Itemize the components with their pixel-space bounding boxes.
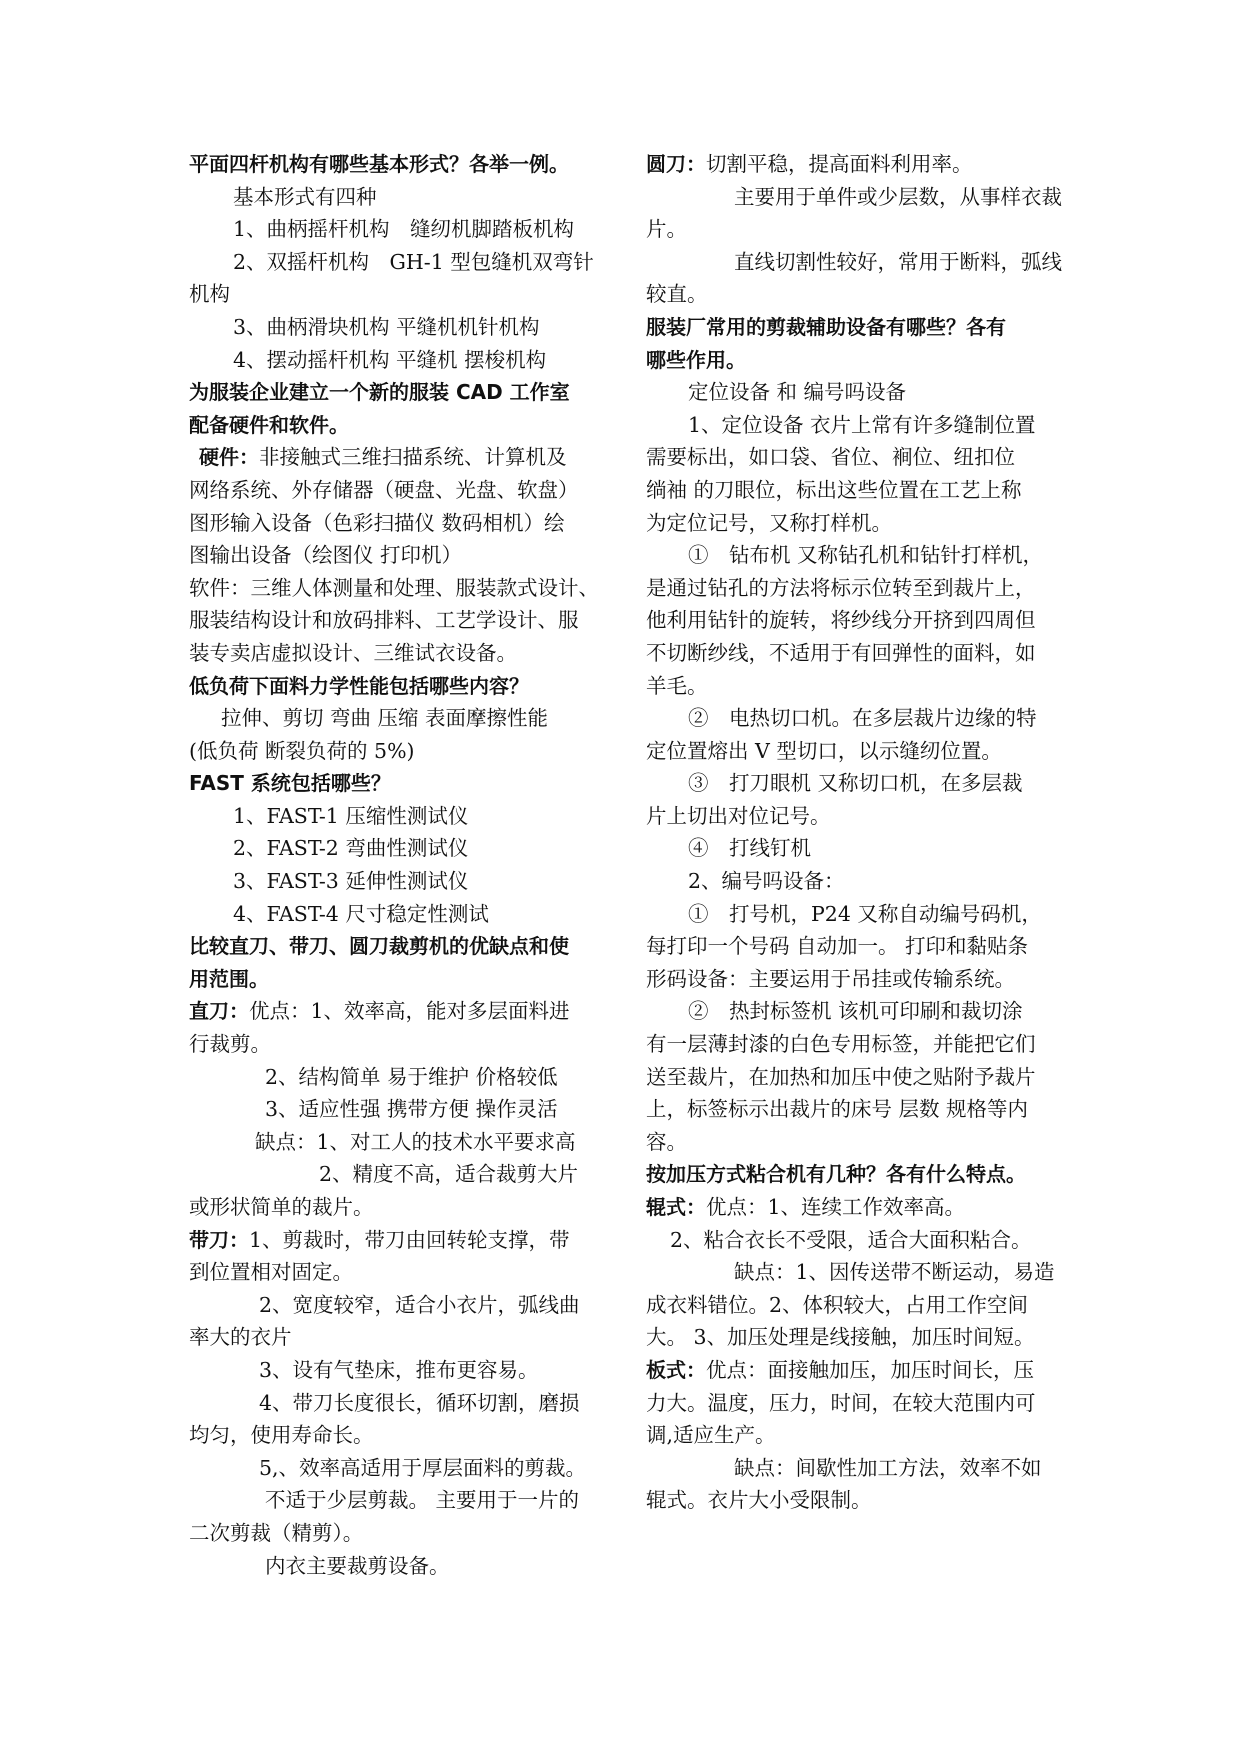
text-line: 或形状简单的裁片。 [189, 1195, 374, 1219]
text-line: 图输出设备（绘图仪 打印机） [189, 543, 463, 568]
text-line: 片上切出对位记号。 [646, 803, 831, 828]
text-line: 调,适应生产。 [646, 1423, 776, 1448]
text-line: 送至裁片，在加热和加压中使之贴附予裁片 [646, 1064, 1036, 1089]
text-line: 装专卖店虚拟设计、三维试衣设备。 [189, 640, 517, 665]
text-line [189, 1224, 609, 1257]
text-line: 辊式。衣片大小受限制。 [646, 1488, 872, 1513]
text-line: 形码设备：主要运用于吊挂或传输系统。 [646, 966, 1015, 991]
text-line: 为定位记号，又称打样机。 [646, 510, 892, 535]
text-line: 有一层薄封漆的白色专用标签，并能把它们 [646, 1032, 1036, 1057]
text-line: 定位设备 和 编号吗设备 [688, 380, 907, 405]
line-rest: 优点：面接触加压，加压时间长，压 [706, 1357, 1034, 1382]
text-line: 4、摆动摇杆机构 平缝机 摆梭机构 [233, 347, 547, 372]
text-line: 1、定位设备 衣片上常有许多缝制位置 [688, 412, 1036, 437]
text-line: ① 打号机，P24 又称自动编号码机， [688, 901, 1042, 926]
text-line: 2、结构简单 易于维护 价格较低 [265, 1064, 558, 1089]
text-line: 绱袖 的刀眼位，标出这些位置在工艺上称 [646, 477, 1022, 502]
text-line: ③ 打刀眼机 又称切口机，在多层裁 [688, 771, 1023, 796]
text-line [646, 1191, 1066, 1224]
text-line: ② 热封标签机 该机可印刷和裁切涂 [688, 999, 1023, 1024]
line-rest: 非接触式三维扫描系统、计算机及 [259, 445, 567, 470]
text-line: 二次剪裁（精剪）。 [189, 1520, 364, 1545]
text-line: 1、FAST-1 压缩性测试仪 [233, 803, 469, 828]
text-line: 拉伸、剪切 弯曲 压缩 表面摩擦性能 [221, 706, 549, 731]
heading-line: 用范围。 [189, 966, 269, 991]
text-line: 他利用钻针的旋转，将纱线分开挤到四周但 [646, 608, 1036, 633]
bold-term: 带刀： [189, 1227, 249, 1252]
right-column [646, 148, 1066, 1517]
text-line [646, 148, 1066, 181]
text-line: 片。 [646, 217, 687, 242]
text-line: 缺点：1、对工人的技术水平要求高 [255, 1129, 576, 1154]
text-line: 较直。 [646, 282, 708, 307]
text-line: 3、适应性强 携带方便 操作灵活 [265, 1097, 558, 1122]
text-line: 网络系统、外存储器（硬盘、光盘、软盘） [189, 477, 579, 502]
text-line: 不切断纱线，不适用于有回弹性的面料，如 [646, 640, 1036, 665]
text-line: 机构 [189, 282, 230, 307]
bold-term: 硬件： [199, 445, 259, 470]
heading-line: 平面四杆机构有哪些基本形式？各举一例。 [189, 152, 569, 176]
text-line: 主要用于单件或少层数，从事样衣裁 [734, 184, 1062, 209]
text-line: ④ 打线钉机 [688, 836, 811, 861]
text-line: 基本形式有四种 [233, 184, 377, 209]
heading-line: 比较直刀、带刀、圆刀裁剪机的优缺点和使 [189, 934, 569, 959]
text-line: 到位置相对固定。 [189, 1260, 353, 1285]
text-line: 需要标出，如口袋、省位、裥位、纽扣位 [646, 445, 1015, 470]
text-line: ② 电热切口机。在多层裁片边缘的特 [688, 706, 1037, 731]
heading-line: 为服装企业建立一个新的服装 CAD 工作室 [189, 380, 570, 405]
bold-term: 直刀： [189, 999, 249, 1024]
text-line: 羊毛。 [646, 673, 708, 698]
bold-term: 辊式： [646, 1195, 706, 1219]
text-line: 内衣主要裁剪设备。 [265, 1553, 450, 1578]
text-line: 服装结构设计和放码排料、工艺学设计、服 [189, 608, 579, 633]
line-rest: 1、剪裁时，带刀由回转轮支撑，带 [249, 1227, 570, 1252]
text-line [189, 441, 609, 474]
text-line: 4、FAST-4 尺寸稳定性测试 [233, 901, 489, 926]
line-rest: 切割平稳，提高面料利用率。 [706, 152, 973, 176]
heading-line: FAST 系统包括哪些？ [189, 771, 391, 796]
text-line: 上，标签标示出裁片的床号 层数 规格等内 [646, 1097, 1029, 1122]
text-line: 每打印一个号码 自动加一。 打印和黏贴条 [646, 934, 1029, 959]
text-line: 行裁剪。 [189, 1032, 271, 1057]
bold-term: 板式： [646, 1357, 706, 1382]
heading-line: 配备硬件和软件。 [189, 412, 349, 437]
text-line: 5,、效率高适用于厚层面料的剪裁。 [259, 1455, 587, 1480]
text-line [646, 1354, 1066, 1387]
text-line: 力大。温度，压力，时间，在较大范围内可 [646, 1390, 1036, 1415]
text-line: 4、带刀长度很长，循环切割，磨损 [259, 1390, 580, 1415]
line-rest: 优点：1、效率高，能对多层面料进 [249, 999, 570, 1024]
text-line: 2、FAST-2 弯曲性测试仪 [233, 836, 469, 861]
text-line [189, 995, 609, 1028]
heading-line: 哪些作用。 [646, 347, 746, 372]
text-line: 3、设有气垫床，推布更容易。 [259, 1357, 539, 1382]
left-column [189, 148, 609, 1582]
text-line: (低负荷 断裂负荷的 5%) [189, 738, 415, 763]
text-line: 2、粘合衣长不受限，适合大面积粘合。 [670, 1227, 1032, 1252]
text-line: 软件：三维人体测量和处理、服装款式设计、 [189, 575, 599, 600]
bold-term: 圆刀： [646, 152, 706, 176]
text-line: 率大的衣片 [189, 1325, 292, 1350]
text-line: 3、FAST-3 延伸性测试仪 [233, 869, 469, 894]
text-line: 容。 [646, 1129, 687, 1154]
text-line: 均匀，使用寿命长。 [189, 1423, 374, 1448]
text-line: 缺点：1、因传送带不断运动，易造 [734, 1260, 1055, 1285]
text-line: 图形输入设备（色彩扫描仪 数码相机）绘 [189, 510, 565, 535]
heading-line: 低负荷下面料力学性能包括哪些内容？ [189, 673, 529, 698]
text-line: 是通过钻孔的方法将标示位转至到裁片上， [646, 575, 1036, 600]
heading-line: 服装厂常用的剪裁辅助设备有哪些？各有 [646, 314, 1006, 339]
text-line: 不适于少层剪裁。 主要用于一片的 [265, 1488, 580, 1513]
text-line: 2、编号吗设备： [688, 869, 845, 894]
text-line: 缺点：间歇性加工方法，效率不如 [734, 1455, 1042, 1480]
text-line: 2、宽度较窄，适合小衣片，弧线曲 [259, 1292, 580, 1317]
text-line: 大。 3、加压处理是线接触，加压时间短。 [646, 1325, 1035, 1350]
text-line: 定位置熔出 V 型切口，以示缝纫位置。 [646, 738, 1002, 763]
text-line: ① 钻布机 又称钻孔机和钻针打样机， [688, 543, 1044, 568]
line-rest: 优点：1、连续工作效率高。 [706, 1195, 966, 1219]
text-line: 2、精度不高，适合裁剪大片 [319, 1162, 579, 1187]
heading-line: 按加压方式粘合机有几种？各有什么特点。 [646, 1162, 1026, 1187]
text-line: 1、曲柄摇杆机构 缝纫机脚踏板机构 [233, 217, 575, 242]
text-line: 3、曲柄滑块机构 平缝机机针机构 [233, 314, 540, 339]
text-line: 成衣料错位。2、体积较大，占用工作空间 [646, 1292, 1029, 1317]
text-line: 2、双摇杆机构 GH-1 型包缝机双弯针 [233, 249, 594, 274]
text-line: 直线切割性较好，常用于断料，弧线 [734, 249, 1062, 274]
